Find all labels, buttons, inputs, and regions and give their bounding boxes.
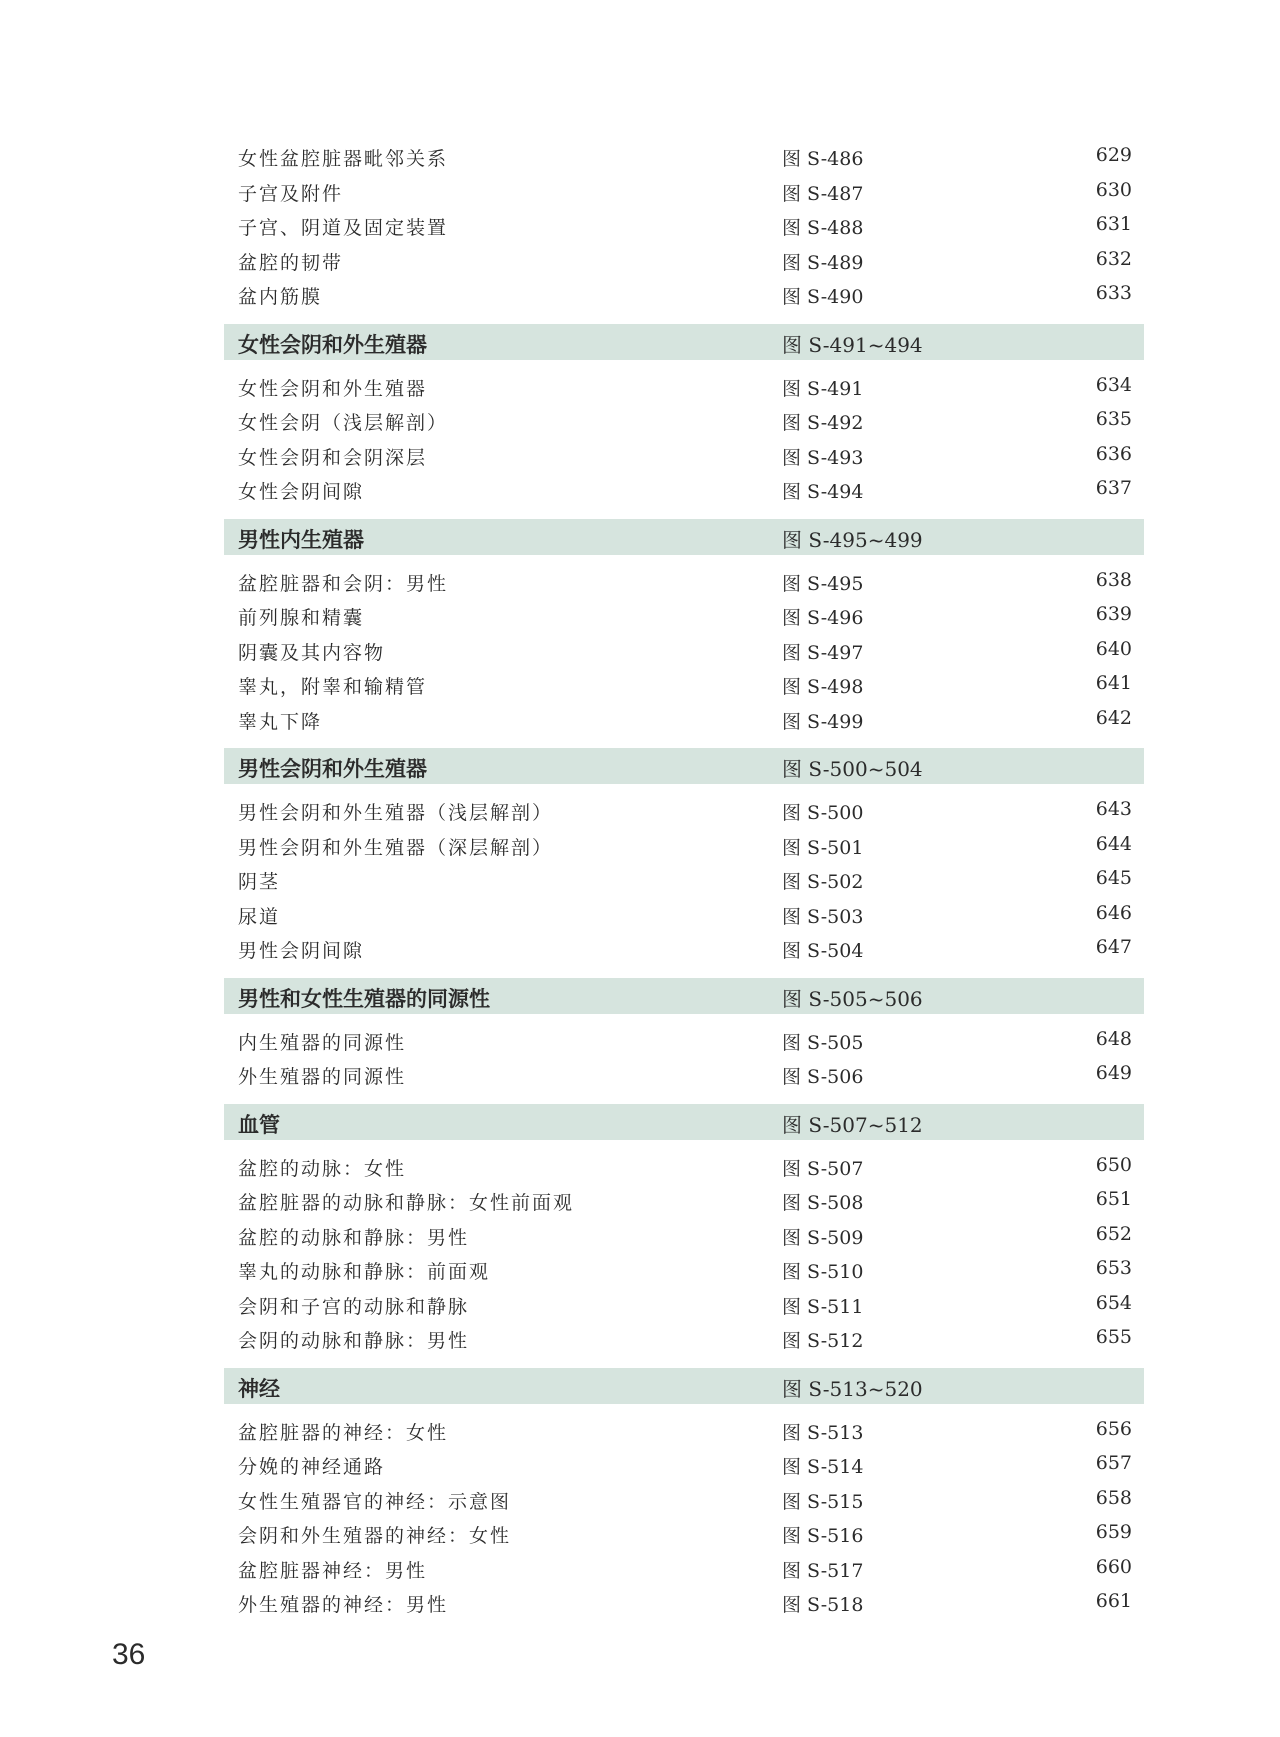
entry-title: 睾丸的动脉和静脉：前面观 <box>238 1261 491 1283</box>
toc-entry <box>224 634 1144 669</box>
entry-title: 子宫及附件 <box>238 182 344 205</box>
entry-figure: 图 S-488 <box>782 217 864 239</box>
entry-figure: 图 S-503 <box>782 905 864 928</box>
entry-figure: 图 S-513 <box>782 1421 864 1444</box>
toc-entry <box>224 1288 1144 1323</box>
entry-figure: 图 S-490 <box>782 286 864 308</box>
entry-title: 男性会阴间隙 <box>238 940 365 962</box>
toc-entry <box>224 209 1144 244</box>
section-figure-range: 图 S-491~494 <box>782 332 923 357</box>
entry-page: 640 <box>1095 637 1132 660</box>
entry-page: 648 <box>1095 1027 1132 1050</box>
toc-entry <box>224 1219 1144 1254</box>
entry-figure: 图 S-489 <box>782 251 864 274</box>
entry-page: 630 <box>1095 178 1132 201</box>
toc-entry <box>224 1483 1144 1518</box>
entry-figure: 图 S-507 <box>782 1157 864 1180</box>
entry-page: 644 <box>1095 832 1132 855</box>
entry-page: 646 <box>1095 901 1132 924</box>
entry-figure: 图 S-509 <box>782 1226 864 1249</box>
entry-figure: 图 S-512 <box>782 1330 864 1352</box>
toc-entry <box>224 1448 1144 1483</box>
entry-page: 635 <box>1095 408 1132 430</box>
entry-figure: 图 S-491 <box>782 377 864 400</box>
entry-figure: 图 S-497 <box>782 641 864 664</box>
entry-page: 658 <box>1095 1486 1132 1509</box>
entry-title: 外生殖器的同源性 <box>238 1066 407 1088</box>
entry-title: 尿道 <box>238 905 281 928</box>
entry-page: 659 <box>1095 1521 1132 1543</box>
entry-title: 盆腔的动脉和静脉：男性 <box>238 1226 470 1249</box>
entry-page: 661 <box>1095 1590 1132 1612</box>
entry-page: 634 <box>1095 373 1132 396</box>
toc-entry <box>224 1322 1144 1357</box>
entry-page: 632 <box>1095 247 1132 270</box>
entry-title: 阴囊及其内容物 <box>238 641 386 664</box>
entry-page: 650 <box>1095 1153 1132 1176</box>
entry-figure: 图 S-498 <box>782 676 864 698</box>
entry-title: 男性会阴和外生殖器（浅层解剖） <box>238 802 554 824</box>
entry-page: 651 <box>1095 1188 1132 1210</box>
entry-page: 660 <box>1095 1555 1132 1578</box>
toc-entry <box>224 1058 1144 1093</box>
entry-page: 633 <box>1095 282 1132 304</box>
entry-page: 642 <box>1095 706 1132 729</box>
entry-title: 睾丸，附睾和输精管 <box>238 676 428 698</box>
entry-page: 656 <box>1095 1417 1132 1440</box>
toc-entry <box>224 1517 1144 1552</box>
section-figure-range: 图 S-505~506 <box>782 986 923 1011</box>
entry-title: 盆腔脏器的动脉和静脉：女性前面观 <box>238 1192 575 1214</box>
section-figure-range: 图 S-513~520 <box>782 1376 923 1401</box>
entry-title: 盆腔的动脉：女性 <box>238 1157 407 1180</box>
entry-title: 会阴和外生殖器的神经：女性 <box>238 1525 512 1547</box>
entry-title: 女性盆腔脏器毗邻关系 <box>238 148 449 170</box>
entry-figure: 图 S-504 <box>782 940 864 962</box>
entry-figure: 图 S-518 <box>782 1594 864 1616</box>
entry-title: 男性会阴和外生殖器（深层解剖） <box>238 836 554 859</box>
toc-entry <box>224 932 1144 967</box>
entry-title: 睾丸下降 <box>238 710 323 733</box>
toc-entry <box>224 439 1144 474</box>
entry-page: 654 <box>1095 1291 1132 1314</box>
section-title: 神经 <box>238 1376 280 1401</box>
section-title: 男性和女性生殖器的同源性 <box>238 986 490 1011</box>
entry-figure: 图 S-500 <box>782 802 864 824</box>
entry-page: 643 <box>1095 798 1132 820</box>
toc-entry <box>224 565 1144 600</box>
entry-title: 内生殖器的同源性 <box>238 1031 407 1054</box>
toc-entry <box>224 140 1144 175</box>
entry-figure: 图 S-511 <box>782 1295 864 1318</box>
toc-entry <box>224 703 1144 738</box>
entry-figure: 图 S-505 <box>782 1031 864 1054</box>
entry-title: 外生殖器的神经：男性 <box>238 1594 449 1616</box>
toc-entry <box>224 794 1144 829</box>
entry-page: 647 <box>1095 936 1132 958</box>
entry-title: 女性会阴和会阴深层 <box>238 446 428 469</box>
entry-page: 652 <box>1095 1222 1132 1245</box>
entry-figure: 图 S-515 <box>782 1490 864 1513</box>
section-title: 男性会阴和外生殖器 <box>238 757 427 781</box>
entry-title: 盆腔脏器神经：男性 <box>238 1559 428 1582</box>
entry-figure: 图 S-495 <box>782 572 864 595</box>
section-figure-range: 图 S-500~504 <box>782 757 923 781</box>
toc-entry <box>224 1552 1144 1587</box>
toc-entry <box>224 863 1144 898</box>
entry-title: 分娩的神经通路 <box>238 1456 386 1478</box>
section-header <box>224 748 1144 784</box>
page-number: 36 <box>112 1638 146 1671</box>
entry-title: 子宫、阴道及固定装置 <box>238 217 449 239</box>
entry-page: 641 <box>1095 672 1132 694</box>
entry-figure: 图 S-514 <box>782 1456 864 1478</box>
entry-figure: 图 S-501 <box>782 836 864 859</box>
section-figure-range: 图 S-507~512 <box>782 1112 923 1137</box>
entry-title: 盆腔脏器和会阴：男性 <box>238 572 449 595</box>
entry-figure: 图 S-516 <box>782 1525 864 1547</box>
toc-entry <box>224 370 1144 405</box>
toc-entry <box>224 1150 1144 1185</box>
entry-figure: 图 S-496 <box>782 607 864 629</box>
entry-title: 女性会阴（浅层解剖） <box>238 412 449 434</box>
toc-entry <box>224 1253 1144 1288</box>
toc-entry <box>224 278 1144 313</box>
toc-entry <box>224 1024 1144 1059</box>
toc-entry <box>224 1184 1144 1219</box>
section-header <box>224 1104 1144 1140</box>
toc-entry <box>224 244 1144 279</box>
entry-page: 655 <box>1095 1326 1132 1348</box>
entry-page: 637 <box>1095 477 1132 499</box>
entry-title: 女性生殖器官的神经：示意图 <box>238 1490 512 1513</box>
entry-page: 649 <box>1095 1062 1132 1084</box>
toc-entry <box>224 898 1144 933</box>
entry-title: 女性会阴间隙 <box>238 481 365 503</box>
toc-entry <box>224 1414 1144 1449</box>
toc-entry <box>224 404 1144 439</box>
entry-page: 645 <box>1095 867 1132 889</box>
toc-entry <box>224 1586 1144 1621</box>
entry-title: 盆内筋膜 <box>238 286 323 308</box>
entry-figure: 图 S-494 <box>782 481 864 503</box>
section-header <box>224 519 1144 555</box>
entry-title: 会阴和子宫的动脉和静脉 <box>238 1295 470 1318</box>
entry-page: 657 <box>1095 1452 1132 1474</box>
entry-figure: 图 S-510 <box>782 1261 864 1283</box>
entry-page: 631 <box>1095 213 1132 235</box>
entry-title: 阴茎 <box>238 871 281 893</box>
entry-figure: 图 S-508 <box>782 1192 864 1214</box>
toc-entry <box>224 175 1144 210</box>
entry-figure: 图 S-502 <box>782 871 864 893</box>
toc-entry <box>224 599 1144 634</box>
entry-page: 639 <box>1095 603 1132 625</box>
section-header <box>224 1368 1144 1404</box>
section-title: 女性会阴和外生殖器 <box>238 332 427 357</box>
entry-title: 盆腔的韧带 <box>238 251 344 274</box>
entry-figure: 图 S-492 <box>782 412 864 434</box>
entry-page: 636 <box>1095 442 1132 465</box>
section-title: 男性内生殖器 <box>238 527 364 552</box>
entry-figure: 图 S-486 <box>782 148 864 170</box>
entry-figure: 图 S-487 <box>782 182 864 205</box>
toc-entry <box>224 668 1144 703</box>
entry-figure: 图 S-499 <box>782 710 864 733</box>
toc-entry <box>224 829 1144 864</box>
toc-entry <box>224 473 1144 508</box>
entry-page: 653 <box>1095 1257 1132 1279</box>
entry-title: 盆腔脏器的神经：女性 <box>238 1421 449 1444</box>
section-figure-range: 图 S-495~499 <box>782 527 923 552</box>
entry-title: 女性会阴和外生殖器 <box>238 377 428 400</box>
entry-figure: 图 S-517 <box>782 1559 864 1582</box>
section-title: 血管 <box>238 1112 280 1137</box>
entry-page: 638 <box>1095 568 1132 591</box>
entry-figure: 图 S-493 <box>782 446 864 469</box>
table-of-contents <box>224 140 1144 1621</box>
entry-page: 629 <box>1095 144 1132 166</box>
section-header <box>224 978 1144 1014</box>
section-header <box>224 324 1144 360</box>
entry-title: 前列腺和精囊 <box>238 607 365 629</box>
entry-figure: 图 S-506 <box>782 1066 864 1088</box>
entry-title: 会阴的动脉和静脉：男性 <box>238 1330 470 1352</box>
